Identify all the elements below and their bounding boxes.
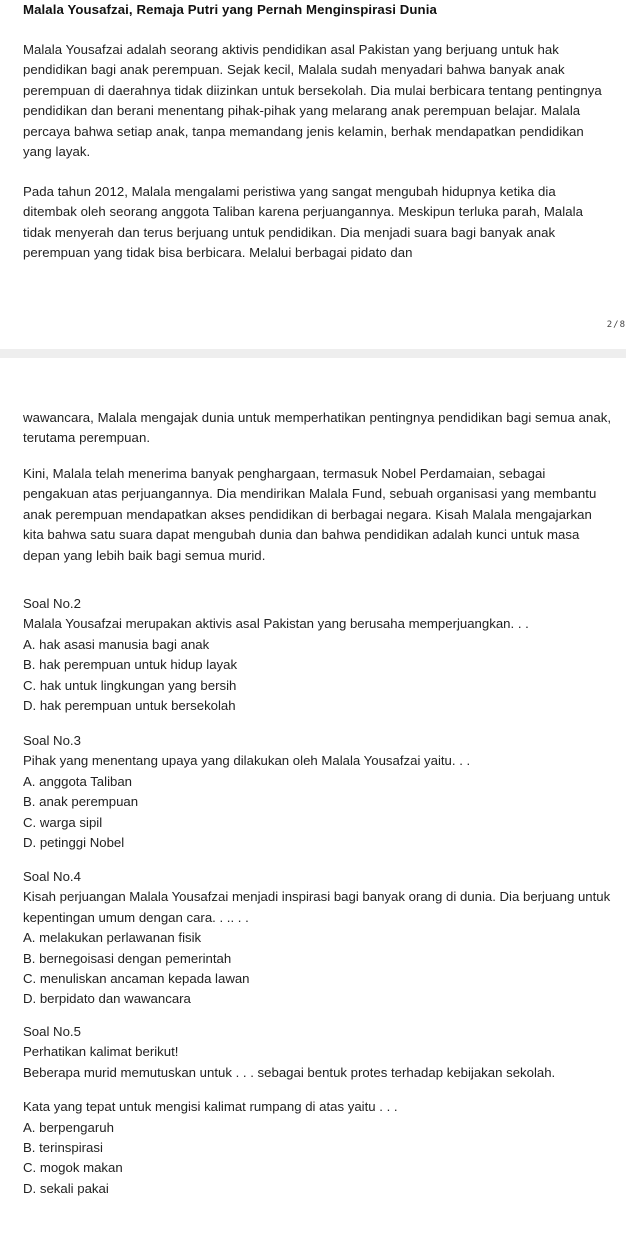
page-number: 2/8: [606, 320, 626, 330]
answer-option: C. mogok makan: [23, 1160, 123, 1176]
answer-option: A. berpengaruh: [23, 1119, 114, 1135]
paragraph-2012: Pada tahun 2012, Malala mengalami peristiwa yang sangat mengubah hidupnya ketika dia ditembak oleh seorang anggota Taliban karena perjuangannya. Meskipun terluka parah, Malala tidak menyerah dan terus berjuang untuk pendidikan. Dia menjadi suara bagi banyak anak perempuan yang tidak bisa berbicara. Melalui berbagai pidato dan: [23, 184, 583, 261]
question-text: Kata yang tepat untuk mengisi kalimat rumpang di atas yaitu . . .: [23, 1099, 398, 1115]
question-5: [23, 1022, 613, 1199]
question-label: Soal No.5: [23, 1024, 81, 1039]
paragraph-continued: wawancara, Malala mengajak dunia untuk memperhatikan pentingnya pendidikan bagi semua anak, terutama perempuan.: [23, 410, 612, 446]
question-intro: Perhatikan kalimat berikut!: [23, 1044, 179, 1060]
answer-option: D. berpidato dan wawancara: [23, 991, 191, 1007]
answer-option: C. warga sipil: [23, 814, 103, 830]
paragraph-intro: Malala Yousafzai adalah seorang aktivis pendidikan asal Pakistan yang berjuang untuk hak pendidikan bagi anak perempuan. Sejak kecil, Malala sudah menyadari bahwa banyak anak perempuan di daerahnya tidak diizinkan untuk bersekolah. Dia mulai berbicara tentang pentingnya pendidikan dan berani menentang pihak-pihak yang melarang anak perempuan belajar. Malala percaya bahwa setiap anak, tanpa memandang jenis kelamin, berhak mendapatkan pendidikan yang layak.: [23, 42, 602, 160]
page-separator: [0, 349, 626, 358]
document-title: Malala Yousafzai, Remaja Putri yang Pernah Menginspirasi Dunia: [23, 2, 437, 17]
question-text: Kisah perjuangan Malala Yousafzai menjadi inspirasi bagi banyak orang di dunia. Dia berjuang untuk kepentingan umum dengan cara. . .. . .: [23, 889, 611, 925]
answer-option: D. sekali pakai: [23, 1180, 109, 1196]
answer-option: B. anak perempuan: [23, 794, 139, 810]
question-label: Soal No.2: [23, 596, 81, 611]
question-sentence: Beberapa murid memutuskan untuk . . . sebagai bentuk protes terhadap kebijakan sekolah.: [23, 1064, 556, 1080]
answer-option: D. petinggi Nobel: [23, 835, 125, 851]
answer-option: A. hak asasi manusia bagi anak: [23, 636, 210, 652]
answer-option: C. hak untuk lingkungan yang bersih: [23, 677, 237, 693]
document-page-2: [0, 358, 626, 1234]
answer-option: C. menuliskan ancaman kepada lawan: [23, 971, 250, 987]
question-4: [23, 867, 613, 1010]
question-text: Pihak yang menentang upaya yang dilakukan oleh Malala Yousafzai yaitu. . .: [23, 753, 471, 769]
answer-option: B. bernegoisasi dengan pemerintah: [23, 950, 232, 966]
question-text: Malala Yousafzai merupakan aktivis asal Pakistan yang berusaha memperjuangkan. . .: [23, 616, 529, 632]
answer-option: A. anggota Taliban: [23, 773, 133, 789]
answer-option: D. hak perempuan untuk bersekolah: [23, 698, 236, 714]
question-2: [23, 594, 613, 716]
answer-option: A. melakukan perlawanan fisik: [23, 930, 202, 946]
document-page-1: [0, 0, 626, 349]
question-label: Soal No.4: [23, 869, 81, 884]
question-3: [23, 731, 613, 853]
answer-option: B. hak perempuan untuk hidup layak: [23, 657, 238, 673]
paragraph-awards: Kini, Malala telah menerima banyak penghargaan, termasuk Nobel Perdamaian, sebagai pengakuan atas perjuangannya. Dia mendirikan Malala Fund, sebuah organisasi yang membantu anak perempuan mendapatkan akses pendidikan di berbagai negara. Kisah Malala mengajarkan kita bahwa satu suara dapat mengubah dunia dan bahwa pendidikan adalah kunci untuk masa depan yang lebih baik bagi semua murid.: [23, 466, 597, 563]
answer-option: B. terinspirasi: [23, 1140, 103, 1156]
question-label: Soal No.3: [23, 733, 81, 748]
